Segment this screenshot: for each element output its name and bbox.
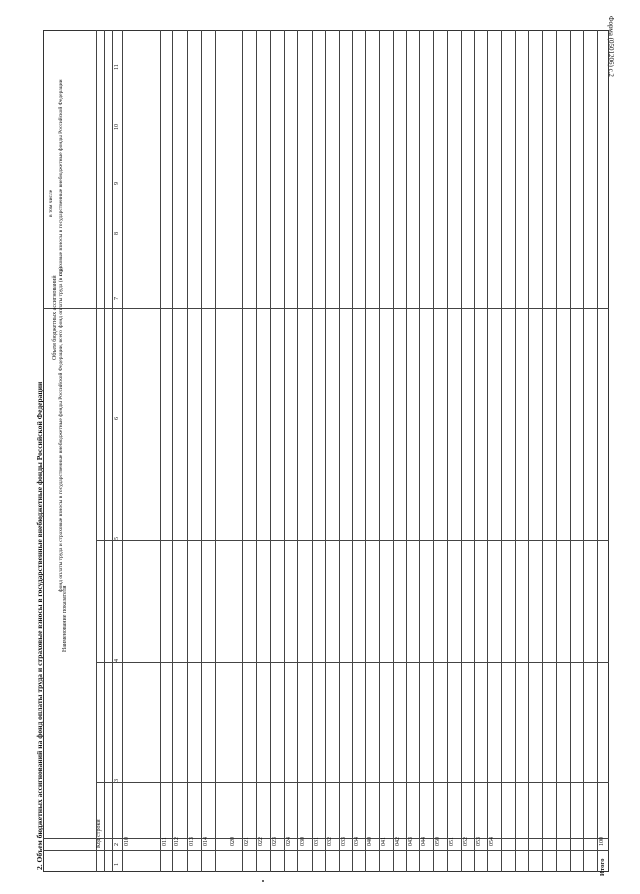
- header-fot: фонд оплаты труда (в год): [58, 267, 64, 328]
- grid-line: [96, 782, 609, 783]
- grid-line: [96, 540, 609, 541]
- row-code: 014: [203, 837, 209, 846]
- column-number: 6: [114, 417, 120, 420]
- header-code: Код строки: [96, 819, 102, 848]
- grid-line: [201, 30, 202, 872]
- grid-line: [570, 30, 571, 872]
- grid-line: [160, 30, 161, 872]
- grid-line: [447, 30, 448, 872]
- row-code: 031: [314, 837, 320, 846]
- grid-line: [284, 30, 285, 872]
- grid-line: [393, 30, 394, 872]
- row-code: 010: [124, 837, 130, 846]
- grid-line: [379, 30, 380, 872]
- row-code: 020: [230, 837, 236, 846]
- grid-line: [242, 30, 243, 872]
- row-code: 042: [395, 837, 401, 846]
- grid-line: [528, 30, 529, 872]
- column-number: 9: [114, 182, 120, 185]
- grid-line: [96, 30, 97, 872]
- header-indicator: Наименование показателя: [62, 585, 68, 652]
- grid-line: [419, 30, 420, 872]
- column-number: 2: [114, 843, 120, 846]
- column-number: 10: [114, 124, 120, 130]
- row-code: 051: [449, 837, 455, 846]
- row-code: 044: [421, 837, 427, 846]
- grid-line: [597, 30, 598, 872]
- row-code: 023: [272, 837, 278, 846]
- grid-line: [556, 30, 557, 872]
- header-ins: страховые взносы в государственные внебюджетные фонды Российской Федерации: [58, 79, 64, 276]
- header-incl: в том числе: [48, 189, 54, 217]
- row-code: 032: [327, 837, 333, 846]
- row-code: 100: [599, 837, 605, 846]
- scan-speck: [262, 880, 264, 882]
- total-label: Итого: [599, 858, 606, 876]
- grid-line: [583, 30, 584, 872]
- grid-line: [515, 30, 516, 872]
- column-number: 3: [114, 779, 120, 782]
- row-code: 053: [476, 837, 482, 846]
- section-title: 2. Объем бюджетных ассигнований на фонд оплаты труда и страховые взносы в государственные внебюджетные фонды Российской Федерации: [35, 381, 44, 870]
- row-code: 021: [244, 837, 250, 846]
- grid-line: [104, 30, 105, 872]
- grid-line: [43, 850, 609, 851]
- grid-line: [215, 30, 216, 872]
- row-code: 052: [463, 837, 469, 846]
- grid-line: [461, 30, 462, 872]
- row-code: 033: [341, 837, 347, 846]
- grid-line: [487, 30, 488, 872]
- row-code: 013: [189, 837, 195, 846]
- row-code: 011: [162, 837, 168, 846]
- column-number: 8: [114, 232, 120, 235]
- row-code: 034: [354, 837, 360, 846]
- form-code: Форма (0501206) с.2: [607, 16, 615, 77]
- column-number: 11: [114, 64, 120, 70]
- row-code: 041: [381, 837, 387, 846]
- column-number: 7: [114, 297, 120, 300]
- column-number: 5: [114, 537, 120, 540]
- header-volume: Объем бюджетных ассигнований: [52, 275, 58, 360]
- row-code: 050: [435, 837, 441, 846]
- grid-line: [325, 30, 326, 872]
- grid-line: [352, 30, 353, 872]
- grid-line: [365, 30, 366, 872]
- grid-line: [433, 30, 434, 872]
- grid-line: [187, 30, 188, 872]
- grid-line: [122, 30, 123, 872]
- grid-line: [172, 30, 173, 872]
- grid-line: [256, 30, 257, 872]
- grid-line: [297, 30, 298, 872]
- row-code: 012: [174, 837, 180, 846]
- row-code: 040: [367, 837, 373, 846]
- grid-line: [501, 30, 502, 872]
- grid-line: [270, 30, 271, 872]
- header-fot-total: фонд оплаты труда и страховые взносы в государственные внебюджетные фонды Российской Федерации, всего: [58, 330, 64, 592]
- column-number: 1: [114, 863, 120, 866]
- grid-line: [339, 30, 340, 872]
- grid-line: [406, 30, 407, 872]
- grid-line: [112, 30, 113, 872]
- row-code: 024: [286, 837, 292, 846]
- grid-line: [312, 30, 313, 872]
- row-code: 030: [300, 837, 306, 846]
- row-code: 022: [258, 837, 264, 846]
- grid-line: [474, 30, 475, 872]
- budget-table: [43, 30, 609, 872]
- grid-line: [96, 662, 609, 663]
- column-number: 4: [114, 659, 120, 662]
- grid-line: [43, 308, 609, 309]
- grid-line: [542, 30, 543, 872]
- row-code: 054: [489, 837, 495, 846]
- row-code: 043: [408, 837, 414, 846]
